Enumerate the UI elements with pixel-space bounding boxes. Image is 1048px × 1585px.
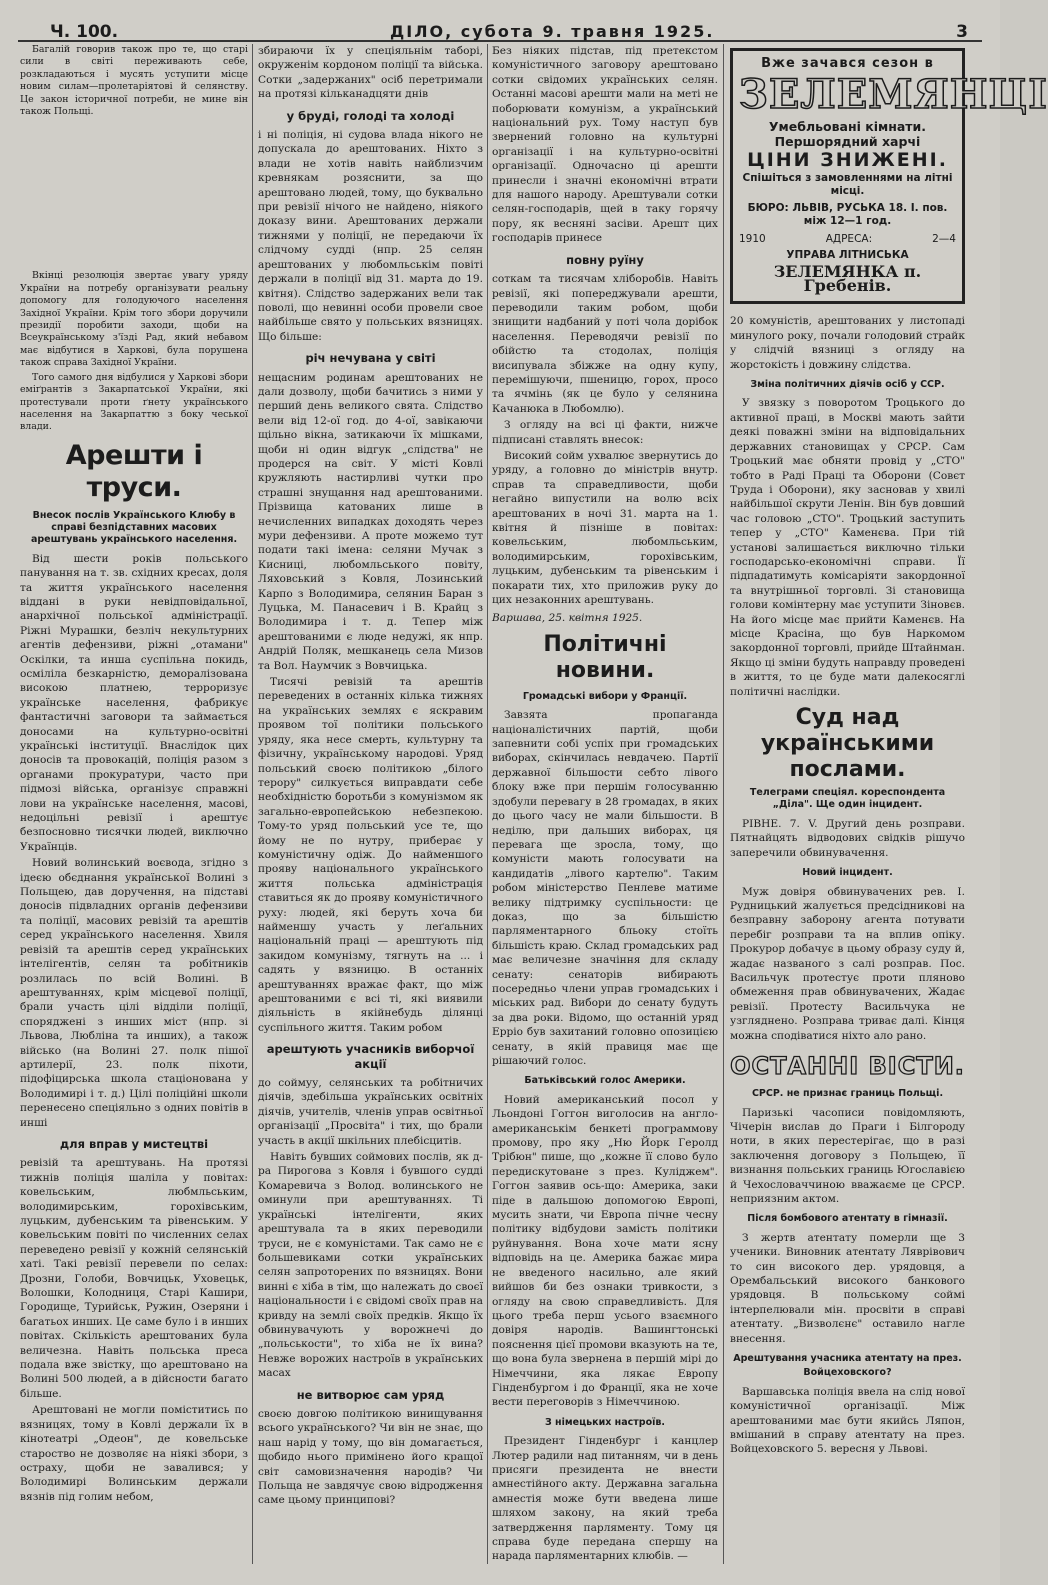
section-title: ОСТАННІ ВІСТИ. xyxy=(730,1052,965,1081)
article-title: Суд над українськими послами. xyxy=(760,705,935,782)
ad-bureau: БЮРО: ЛЬВІВ, РУСЬКА 18. І. пов. між 12—1 год. xyxy=(747,201,948,227)
article-paragraph: своєю довгою політикою винищування всього українського? Чи він не знає, що наш нарід у тому, що він домагається, щобидо нього примінено його кращої світ самовизначення народів? Чи Польща не завдячує свою відродження саме цьому принципові? xyxy=(258,1407,483,1507)
subheading: не витворює сам уряд xyxy=(296,1387,445,1402)
page-header xyxy=(18,14,982,42)
article-paragraph: З огляду на всі ці факти, нижче підписані ставлять внесок: xyxy=(492,419,718,446)
subheading: Після бомбового атентату в гімназії. xyxy=(747,1213,948,1225)
article-dek: Телеграми спеціял. кореспондента „Діла". Ще один інцидент. xyxy=(749,787,946,810)
article-paragraph: Варшавська поліція ввела на слід нової комуністичної організації. Між арештованими має бути якийсь Ляпон, вмішаний в справу атентату на през. Войцеховского 5. вересня у Львові. xyxy=(730,1385,965,1456)
article-paragraph: Президент Гінденбург і канцлер Лютер радили над питанням, чи в день присяги президента не внести амнестійного акту. Державна загальна амнестія може бути введена лише шляхом закону, на який треба затвердження парляменту. Тому ця справа буде передана спершу на нарада парляментарних клюбів. — xyxy=(492,1435,718,1563)
column-4 xyxy=(730,44,1048,1574)
column-rule xyxy=(723,44,724,1564)
subheading: річ нечувана у світі xyxy=(305,351,436,366)
ad-prices: ЦІНИ ЗНИЖЕНІ. xyxy=(747,149,948,172)
subheading: З німецьких настроїв. xyxy=(545,1416,665,1428)
blank-space xyxy=(20,120,248,270)
ad-code: 2—4 xyxy=(932,232,956,245)
article-title: Арешти і труси. xyxy=(65,439,203,503)
article-paragraph: збираючи їх у спеціяльнім таборі, окруженім кордоном поліції та війська. Сотки „задержаних" осіб перетримали на протязі кільканадцяти днів xyxy=(258,45,483,101)
article-paragraph: і ні поліція, ні судова влада нікого не допускала до арештованих. Ніхто з влади не хотів навіть найблизчим кревнякам розяснити, за що арештовано людей, тому, що буквально при ревізії нічого не найдено, ніякого доказу вини. Арештованих держали тижнями у поліції, не передаючи їх слідчому судді (нпр. 25 селян арештованих у любомльськім повіті держали в поліції від 31. марта до 19. квітня). Слідство задержаних вели так поволі, що невинні особи провели свое найбільше свято у польських вязницях. Що більше: xyxy=(258,129,483,343)
dateline: Варшава, 25. квітня 1925. xyxy=(492,612,643,625)
article-paragraph: У звязку з поворотом Троцького до активної праці, в Москві мають зайти деякі поважні зміни на відповідальних державних становищах у СРСР. Сам Троцький має обняти провід у „СТО" тобто в Раді Праці та Оборони (Совєт Труда і Оборони), яку засновав у хвилі найбільшої скрути Ленін. Він був довший час головою „СТО". Троцький заступить тепер у „СТО" Каменєва. При тій установі залишається виключно тільки господарсько-економічні справи. Її підпадатимуть комісаріяти закордонної та внутрішньої торговлі. Зі становища голови комінтерну має уступити Зіновєв. На його місце має прийти Каменєв. На місце Красіна, що був Наркомом закордонної торговлі, прийде Штайнман. Якщо ці зміни будуть направду проведені в життя, то це буде мати далекосяглі політичні наслідки. xyxy=(730,397,965,698)
article-paragraph: Новий волинський воєвода, згідно з ідеєю обєднання української Волині з Польщею, дав доручення, на підставі доносів підвладних органів дефензиви та поліції, масових ревізій та арештів серед українського населення. Хвиля ревізій та арештів серед українських інтелігентів, селян та робітників розлилась по всій Волині. В арештуваннях, крім місцевої поліції, брали участь цілі відділи поліції, споряджені з инших міст (нпр. зі Львова, Любліна та инших), а також військо (на Волині 27. полк пішої артилерії, 23. полк піхоти, підофіцирська школа стаціонована у Володимирі і т. д.) Цілі поліційні школи перенесено спеціяльно з одних повітів в инші xyxy=(20,857,248,1129)
article-paragraph: Високий сойм ухвалює звернутись до уряду, а головно до міністрів внутр. справ та справедливости, щоби негайно випустили на волю всіх арештованих в ночі 31. марта на 1. квітня й пізніше в повітах: ковельським, любомльським, володимирським, горохівським, луцьким, дубенським та рівенським і покарати тих, хто приложив руку до цих незаконних арештувань. xyxy=(492,449,718,607)
article-paragraph: Завзята пропаганда націоналістичних партій, щоби запевнити собі успіх при громадських виборах, скінчилась невдачею. Партії державної більшости себто лівого блоку вже при першім голосуванню здобули перевагу в 28 громадах, в яких до цього часу не мали більшости. В неділю, при дальших виборах, ця перевага ще зросла, тому, що комуністи мають голосувати на кандидатів „лівого картелю". Таким робом міністерство Пенлеве матиме велику підтримку суспільности: це доказ, що за більшістю парляментарного бльоку стоїть більшість краю. Склад громадських рад має величезне значіння для складу сенату: сенаторів вибирають посередньо члени управ громадських і міських рад. Вибори до сенату будуть за два роки. Відомо, що останній уряд Ерріо був захитаний головно опозицією сенату, в якій правиця має ще рішаючий голос. xyxy=(492,709,718,1067)
article-paragraph: Новий американський посол у Льондоні Гоггон виголосив на англо-американськім бенкеті программову промову, про яку „Ню Йорк Геролд Трібюн" пише, що „кожне її слово було передискутоване з през. Куліджем". Гоггон заявив ось-що: Америка, заки піде в дальшою допомогою Европі, мусить знати, чи Европа пічне чесну політику відбудови замість політики руйнування. Вона хоче мати ясну відповідь на це. Америка бажає мира не введеного насильно, але який вийшов би без ознаки тривкости, з огляду на свою справедливість. Для цього треба перш усього взаємного довіря народів. Вашингтонські пояснення цієї промови вказують на те, що вона була звернена в першій мірі до Німеччини, яка лякає Европу Гінденбургом і до Франції, яка не хоче вести переговорів з Німеччиною. xyxy=(492,1093,718,1409)
section-title: Політичні новини. xyxy=(543,631,667,683)
subheading: Зміна політичних діячів осіб у ССР. xyxy=(750,379,945,391)
article-paragraph: Того самого дня відбулися у Харкові збори еміґрантів з Закарпатської України, які протестували проти ґнету українського населення на Закарпаттю з боку чеської влади. xyxy=(20,371,248,433)
subheading: Новий інцидент. xyxy=(802,867,893,879)
masthead-dateline: ДІЛО, субота 9. травня 1925. xyxy=(390,22,715,41)
ad-address-label: АДРЕСА: xyxy=(825,232,873,245)
article-paragraph: соткам та тисячам хліборобів. Навіть ревізії, які попереджували арешти, переводили таким робом, щоби знищити надбаний у поті чола дорібок населення. Переводячи ревізії по обійстю та стодолах, поліція висипувала збіжже на одну купу, перемішуючи, пшеницю, горох, просо та ячмінь (як це було у селянина Качанюка в Любомлю). xyxy=(492,273,718,415)
subheading: повну руїну xyxy=(566,252,644,267)
article-paragraph: до соймуу, селянських та робітничих діячів, здебільша українських освітніх діячів, учителів, членів управ освітньої організації „Просвіта" і тих, що брали участь в акції шкільних плебісцитів. xyxy=(258,1077,483,1147)
ad-address-row xyxy=(739,232,956,246)
subheading: у бруді, голоді та холоді xyxy=(286,108,455,123)
page-number-left: Ч. 100. xyxy=(50,22,119,42)
article-paragraph: Багалій говорив також про те, що старі сили в світі переживають себе, розкладаються і мусять уступити місце новим силам—пролетаріятові й селянству. Це закон історичної потреби, не мине він також Польщі. xyxy=(20,44,248,118)
article-paragraph: Без ніяких підстав, під претекстом комуністичного заговору арештовано сотки свідомих українських селян. Останні масові арешти мали на меті не поборювати комунізм, а український національний рух. Тому наступ був звернений головно на культурні організації і на культурно-освітні організації. Одночасно ці арешти принесли і значні економічні втрати для нашого народу. Арештували сотки селян-господарів, щей в таку горячу пору, як весняні засіви. Арешт цих господарів принесе xyxy=(492,45,718,245)
subheading: СРСР. не признає границь Польщі. xyxy=(751,1088,944,1100)
article-paragraph: РІВНЕ. 7. V. Другий день розправи. Пятнайцять відводових свідків рішучо заперечили обвинувачення. xyxy=(730,818,965,859)
subheading: Арештування учасника атентату на през. Войцеховского? xyxy=(733,1353,962,1379)
subheading: арештують учасників виборчої акції xyxy=(266,1042,475,1071)
article-dek: Внесок послів Українського Клюбу в справі безпідставних масових арештувань українського населення. xyxy=(30,509,238,545)
article-paragraph: Вкінці резолюція звертає увагу уряду України на потребу організувати реальну допомогу для голодуючого населення Західної України. Крім того збори доручили президії поробити заходи, щоби на Всеукраїнському з'їзді Рад, який небавом має відбутися в Харкові, була порушена також справа Західної України. xyxy=(20,270,248,369)
article-paragraph: Навіть бувших соймових послів, як д-ра Пирогова з Ковля і бувшого судді Комаревича з Волод. волинського не оминули при арештуваннях. Ті українські інтелігенти, яких арештувала та в яких переводили труси, не є комуністами. Так само не є большевиками сотки українських селян запроторених по вязницях. Вони винні є хіба в тім, що належать до своєї національности і є свідомі своїх прав на кривду на землі своїх предків. Якщо їх обвинувачують у ворожнечі до „польськости", то хіба не їх вина? Невже ворожих настроїв в українських масах xyxy=(258,1151,483,1380)
ad-code: 1910 xyxy=(739,232,766,245)
article-paragraph: Арештовані не могли поміститись по вязницях, тому в Ковлі держали їх в кінотеатрі „Одеон", де ковельське староство не дозволяє на ніякі збори, з остраху, щоби не завалився; у Володимирі Волинським держали вязнів під голим небом, xyxy=(20,1404,248,1503)
ad-footer: ЗЕЛЕМЯНКА п. Гребенів. xyxy=(773,261,922,296)
subheading: Батьківський голос Америки. xyxy=(524,1075,686,1087)
advertisement-box xyxy=(730,48,1048,304)
ad-line: Вже зачався сезон в xyxy=(761,56,934,71)
article-paragraph: З жертв атентату померли ще 3 ученики. Виновник атентату Ляврівович то син високого дер. урядовця, а Орембальський високого банкового урядовця. В польському соймі інтерпелювали мін. просвіти в справі атентату. „Визволєнє" оставило нагле внесення. xyxy=(730,1231,965,1345)
subheading: Громадські вибори у Франції. xyxy=(522,690,688,702)
article-paragraph: нещасним родинам арештованих не дали дозволу, щоби бачитись з ними у перший день великого свята. Слідство вели від 12-ої год. до 4-ої, завікаючи щільно вікна, затикаючи їх мішками, щоби ні один відгук „слідства" не продерся на світ. У місті Ковлі кружляють настирливі чутки про страшні знущання над арештованими. Прізвища катованих лише в нечисленних випадках доходять через мури дефензиви. А проте можемо тут подати такі імена: селяни Мучак з Кисниці, любомльського повіту, Ляховський з Ковля, Лозинський Карпо з Володимира, селянин Баран з Луцька, М. Панасевич і В. Крайц з Володимира і т. д. Тепер між арештованими є люде недужі, як нпр. Андрій Поляк, мешканець села Мизов та Вол. Наумчик з Вовчицька. xyxy=(258,371,483,672)
ad-line: Умебльовані кімнати. Першорядний харчі xyxy=(768,119,927,150)
article-paragraph: 20 комуністів, арештованих у листопаді минулого року, почали голодовий страйк у слідчій вязниці з огляду на жорстокість і довжину слідства. xyxy=(730,315,965,371)
column-rule xyxy=(487,44,488,1564)
column-rule xyxy=(252,44,253,1564)
page-number-right: 3 xyxy=(956,22,968,42)
column-2 xyxy=(258,44,483,1574)
article-paragraph: Тисячі ревізій та арештів переведених в останніх кілька тижнях на українських землях є яскравим проявом тої політики польського уряду, яка несе смерть, культурну та фізичну, українському народові. Уряд польський своєю політикою „білого терору" силкується виправдати себе необхідністю боротьби з комунізмом як загально-европейською небезпекою. Тому-то уряд польський усе те, що йому не по нутру, приберає у комуністичну одіж. До найменшого прояву національного українського життя польська адміністрація ставиться як до прояву комуністичного руху: людей, які беруть хоча би найменшу участь у леґальних національній праці — арештують під закидом комунізму, тягнуть на ... і садять у вязницю. В останніх арештуваннях вражає факт, що між арештованими є всі ті, які виявили діяльність в якійнебудь ділянці суспільного життя. Таким робом xyxy=(258,676,483,1034)
article-paragraph: ревізій та арештувань. На протязі тижнів поліція шаліла у повітах: ковельським, любмльським, володимирським, горохівським, луцьким, дубенським та рівенським. У ковельським повіті по численних селах переведено ревізії у кожній селянській хаті. Такі ревізії перевели по селах: Дрозни, Голоби, Вовчицьк, Уховецьк, Волошки, Колодниця, Старі Кашири, Городище, Турийськ, Ружин, Озеряни і багатьох инших. Це саме було і в инших повітах. Скількість арештованих була величезна. Навіть польська преса подала вже звістку, що арештовано на Волині 500 людей, а в дійсности багато більше. xyxy=(20,1157,248,1400)
ad-admin: УПРАВА ЛІТНИСЬКА xyxy=(786,249,909,262)
subheading: для вправ у мистецтві xyxy=(59,1136,209,1151)
article-paragraph: Паризькі часописи повідомляють, Чічерін вислав до Праги і Білгороду ноти, в яких перестерігає, що в разі заключення договору з Польщею, її визнання польських границь Югославією й Чехословаччиною вважаєме це СРСР. неприязним актом. xyxy=(730,1106,965,1205)
article-paragraph: Від шести років польського панування на т. зв. східних кресах, доля та життя українського населення віддані в руки невідповідальної, анархічної польської адміністрації. Ріжні Мурашки, безліч некультурних агентів дефензиви, ріжні „отамани" Оскілки, та инша суспільна покидь, осміліла безкарністю, деморалізована високою платнею, терроризує українське населення, фабрикує фантастичні заговори та займається доносами на культурно-освітні українські інституції. Внаслідок цих доносів та провокацій, поліція разом з органами прокуратури, часто при підмозі війська, організує справжні лови на українське населення, масові, недоцільні ревізії і арештує безпосновно тисячки людей, виключно Українців. xyxy=(20,552,248,853)
ad-line: Спішіться з замовленнями на літні місці. xyxy=(742,171,953,197)
column-1 xyxy=(20,44,248,1574)
ad-resort-name: ЗЕЛЕМЯНЦІ xyxy=(739,71,1048,119)
column-3 xyxy=(492,44,718,1574)
article-paragraph: Муж довіря обвинувачених рев. І. Рудницький жалується предсідникові на безправну заборону агента потувати перебіг розправи та на вплив опіку. Прокурор добачує в цьому образу суду й, жадає названого з салі розправ. Пос. Васильчук протестує проти пляново обмеження прав обвинувачених, Жадає ревізії. Протесту Васильчука не узгляднено. Розправа триває далі. Кінця можна сподіватися ніхто ало рано. xyxy=(730,885,965,1042)
